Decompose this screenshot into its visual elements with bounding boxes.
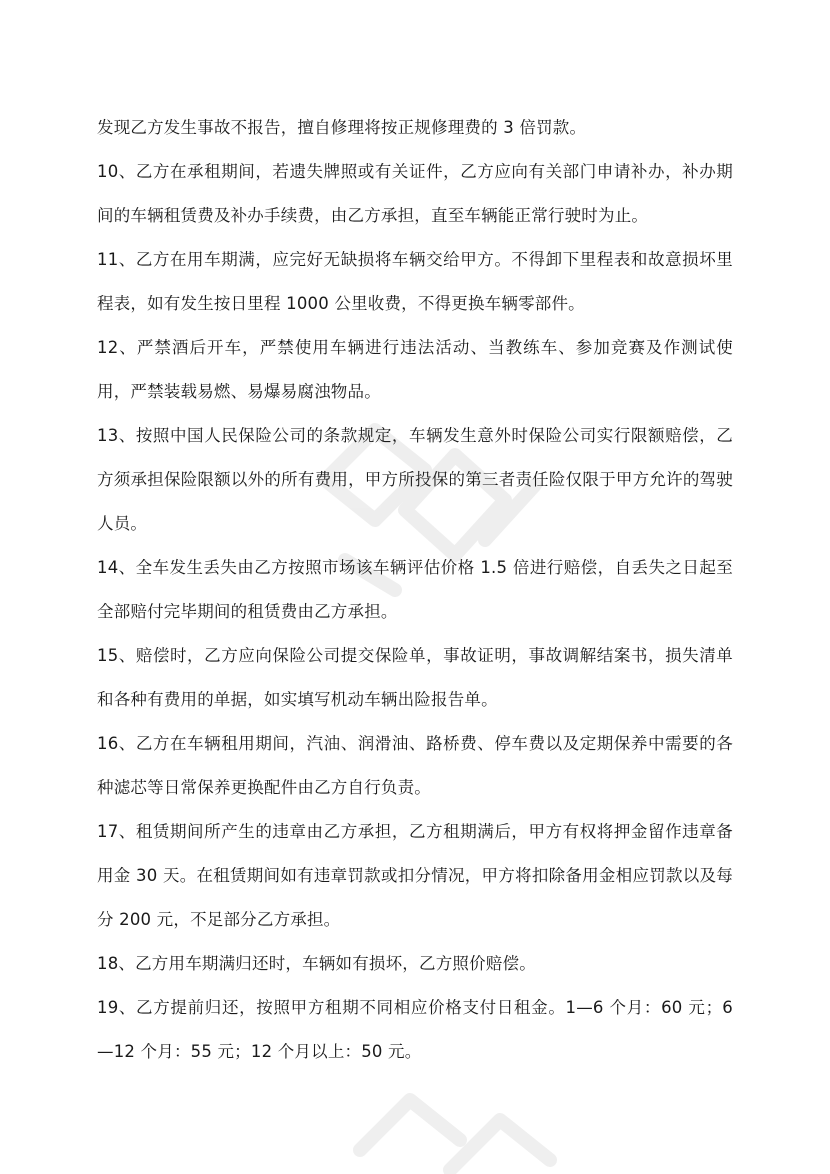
- paragraph: 12、严禁酒后开车，严禁使用车辆进行违法活动、当教练车、参加竞赛及作测试使用，严禁装载易燃、易爆易腐浊物品。: [97, 338, 733, 401]
- paragraph: 13、按照中国人民保险公司的条款规定，车辆发生意外时保险公司实行限额赔偿，乙方须承担保险限额以外的所有费用，甲方所投保的第三者责任险仅限于甲方允许的驾驶人员。: [97, 426, 733, 533]
- paragraph: 19、乙方提前归还，按照甲方租期不同相应价格支付日租金。1—6 个月：60 元；6—12 个月：55 元；12 个月以上：50 元。: [97, 998, 733, 1061]
- paragraph: 18、乙方用车期满归还时，车辆如有损坏，乙方照价赔偿。: [97, 954, 536, 973]
- document-body: [97, 106, 733, 1074]
- paragraph: 发现乙方发生事故不报告，擅自修理将按正规修理费的 3 倍罚款。: [97, 118, 587, 137]
- paragraph: 14、全车发生丢失由乙方按照市场该车辆评估价格 1.5 倍进行赔偿，自丢失之日起至全部赔付完毕期间的租赁费由乙方承担。: [97, 558, 733, 621]
- paragraph: 11、乙方在用车期满，应完好无缺损将车辆交给甲方。不得卸下里程表和故意损坏里程表，如有发生按日里程 1000 公里收费，不得更换车辆零部件。: [97, 250, 733, 313]
- paragraph: 15、赔偿时，乙方应向保险公司提交保险单，事故证明，事故调解结案书，损失清单和各种有费用的单据，如实填写机动车辆出险报告单。: [97, 646, 733, 709]
- paragraph: 10、乙方在承租期间，若遗失牌照或有关证件，乙方应向有关部门申请补办，补办期间的车辆租赁费及补办手续费，由乙方承担，直至车辆能正常行驶时为止。: [97, 162, 733, 225]
- paragraph: 16、乙方在车辆租用期间，汽油、润滑油、路桥费、停车费以及定期保养中需要的各种滤芯等日常保养更换配件由乙方自行负责。: [97, 734, 733, 797]
- paragraph: 17、租赁期间所产生的违章由乙方承担，乙方租期满后，甲方有权将押金留作违章备用金 30 天。在租赁期间如有违章罚款或扣分情况，甲方将扣除备用金相应罚款以及每分 200 元，不足部分乙方承担。: [97, 822, 733, 929]
